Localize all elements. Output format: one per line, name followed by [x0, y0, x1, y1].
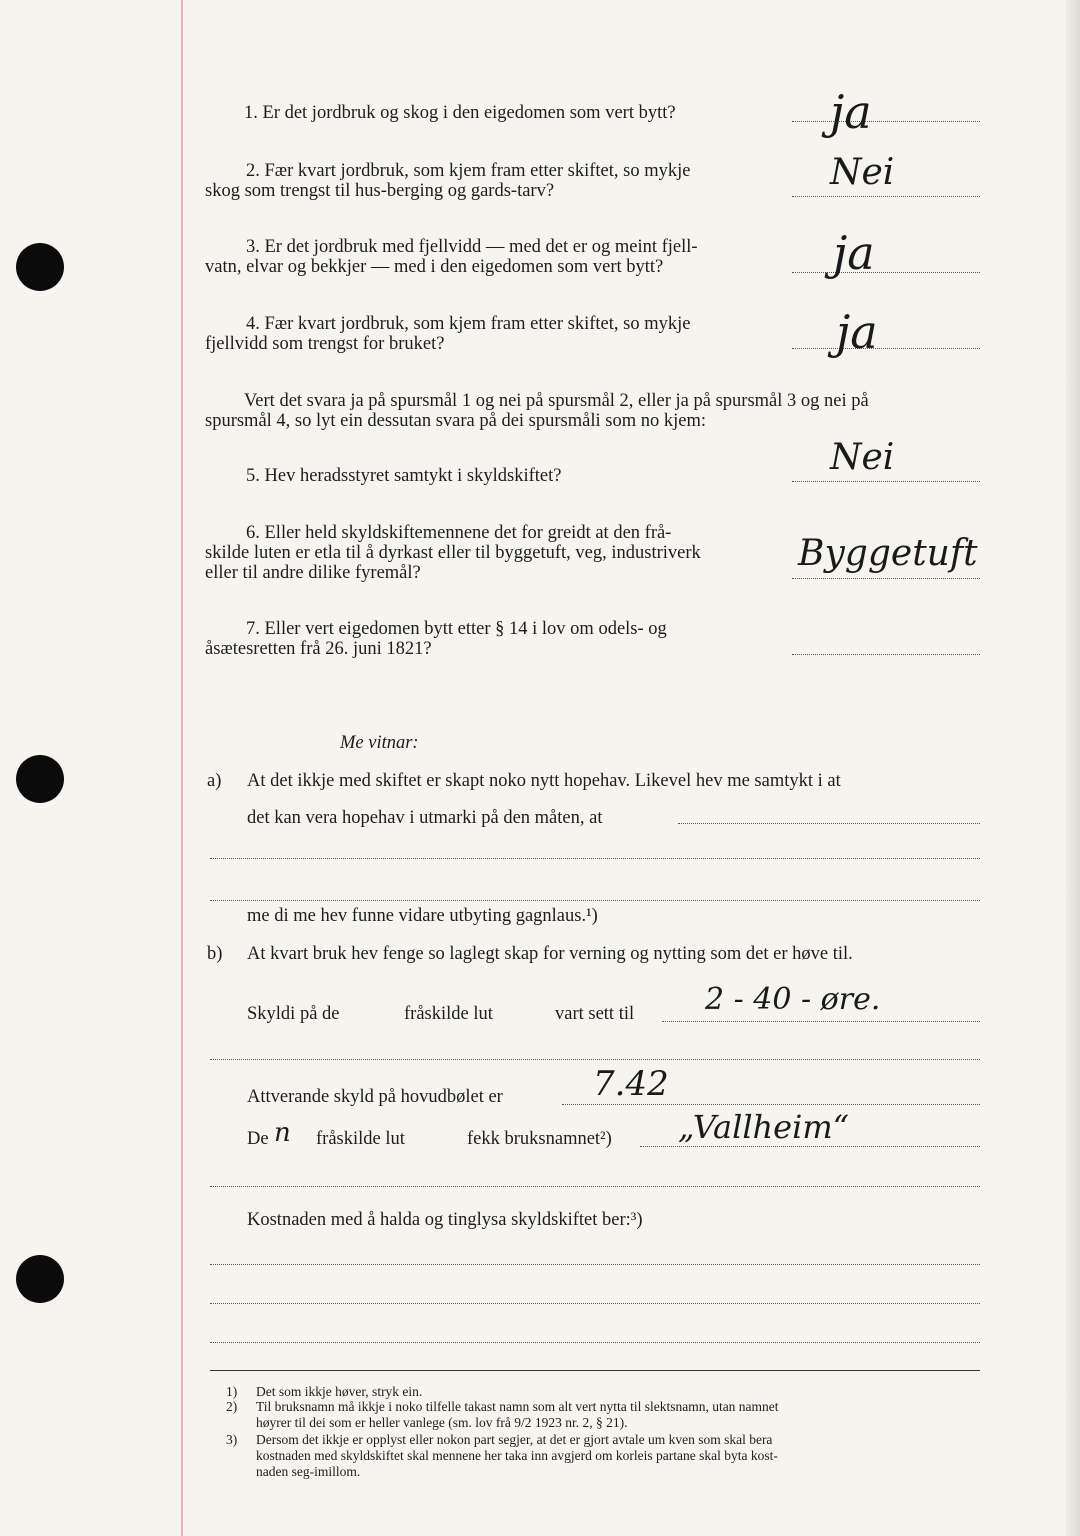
handwritten-bruksnamn: „Vallheim“ — [678, 1108, 850, 1146]
attverande-label: Attverande skyld på hovudbølet er — [247, 1087, 503, 1107]
footnote-3-mark: 3) — [226, 1432, 238, 1447]
handwritten-skyld: 2 - 40 - øre. — [705, 982, 881, 1017]
handwritten-answer-5: Nei — [830, 437, 895, 478]
fill-line — [210, 1303, 980, 1304]
section-heading: Me vitnar: — [340, 733, 419, 753]
question-6-line2: skilde luten er etla til å dyrkast eller til byggetuft, veg, industriverk — [205, 543, 701, 563]
footnote-1-mark: 1) — [226, 1384, 238, 1399]
footnote-1: Det som ikkje høver, stryk ein. — [256, 1384, 423, 1399]
answer-line — [792, 578, 980, 579]
fill-line — [210, 1342, 980, 1343]
de-label-2: fråskilde lut — [316, 1129, 405, 1149]
item-a-label: a) — [207, 771, 222, 791]
fill-line — [562, 1104, 980, 1105]
item-b-label: b) — [207, 944, 223, 964]
margin-line — [181, 0, 183, 1536]
page-edge — [1066, 0, 1080, 1536]
handwritten-answer-1: ja — [830, 85, 872, 139]
question-3-line2: vatn, elvar og bekkjer — med i den eigedomen som vert bytt? — [205, 257, 664, 277]
footnote-rule — [210, 1370, 980, 1371]
question-7-line1: 7. Eller vert eigedomen bytt etter § 14 i lov om odels- og — [246, 619, 667, 639]
footnote-3-line2: kostnaden med skyldskiftet skal mennene her taka inn avgjerd om korleis partane skal byta kost- — [256, 1448, 778, 1463]
fill-line — [640, 1146, 980, 1147]
question-2-line2: skog som trengst til hus-berging og gards-tarv? — [205, 181, 555, 201]
fill-line — [662, 1021, 980, 1022]
fill-line — [210, 1264, 980, 1265]
instruction-line1: Vert det svara ja på spursmål 1 og nei på spursmål 2, eller ja på spursmål 3 og nei på — [244, 391, 869, 411]
handwritten-answer-3: ja — [833, 226, 875, 280]
answer-line — [792, 481, 980, 482]
skyldi-label-2: fråskilde lut — [404, 1004, 493, 1024]
fill-line — [210, 858, 980, 859]
item-a-line2: det kan vera hopehav i utmarki på den måten, at — [247, 808, 603, 828]
answer-line — [792, 196, 980, 197]
question-3-line1: 3. Er det jordbruk med fjellvidd — med det er og meint fjell- — [246, 237, 698, 257]
footnote-3-line3: naden seg-imillom. — [256, 1464, 361, 1479]
question-5: 5. Hev heradsstyret samtykt i skyldskiftet? — [246, 466, 562, 486]
fill-line — [210, 1059, 980, 1060]
skyldi-label-3: vart sett til — [555, 1004, 635, 1024]
answer-line — [792, 654, 980, 655]
answer-line — [792, 272, 980, 273]
handwritten-answer-2: Nei — [830, 152, 895, 193]
handwritten-de-suffix: n — [274, 1118, 291, 1148]
kostnad-label: Kostnaden med å halda og tinglysa skyldskiftet ber:³) — [247, 1210, 643, 1230]
handwritten-answer-4: ja — [836, 305, 878, 359]
footnote-2-line2: høyrer til dei som er heller vanlege (sm. lov frå 9/2 1923 nr. 2, § 21). — [256, 1415, 628, 1430]
handwritten-answer-6: Byggetuft — [798, 533, 978, 574]
fill-line — [210, 900, 980, 901]
question-1: 1. Er det jordbruk og skog i den eigedomen som vert bytt? — [244, 103, 676, 123]
footnote-3-line1: Dersom det ikkje er opplyst eller nokon part segjer, at det er gjort avtale um kven som skal bera — [256, 1432, 773, 1447]
footnote-2-line1: Til bruksnamn må ikkje i noko tilfelle takast namn som alt vert nytta til slektsnamn, utan namnet — [256, 1399, 779, 1414]
footnote-2-mark: 2) — [226, 1399, 238, 1414]
punch-hole — [16, 755, 64, 803]
de-label-3: fekk bruksnamnet²) — [467, 1129, 612, 1149]
punch-hole — [16, 1255, 64, 1303]
handwritten-attverande: 7.42 — [593, 1064, 669, 1104]
question-6-line3: eller til andre dilike fyremål? — [205, 563, 421, 583]
question-4-line2: fjellvidd som trengst for bruket? — [205, 334, 445, 354]
item-b-line1: At kvart bruk hev fenge so laglegt skap for verning og nytting som det er høve til. — [247, 944, 853, 964]
question-7-line2: åsætesretten frå 26. juni 1821? — [205, 639, 432, 659]
de-label: De — [247, 1129, 269, 1149]
answer-line — [792, 348, 980, 349]
punch-hole — [16, 243, 64, 291]
answer-line — [792, 121, 980, 122]
fill-line — [210, 1186, 980, 1187]
question-6-line1: 6. Eller held skyldskiftemennene det for greidt at den frå- — [246, 523, 672, 543]
item-a-line1: At det ikkje med skiftet er skapt noko nytt hopehav. Likevel hev me samtykt i at — [247, 771, 841, 791]
item-a-line3: me di me hev funne vidare utbyting gagnlaus.¹) — [247, 906, 598, 926]
question-2-line1: 2. Fær kvart jordbruk, som kjem fram etter skiftet, so mykje — [246, 161, 691, 181]
instruction-line2: spursmål 4, so lyt ein dessutan svara på dei spursmåli som no kjem: — [205, 411, 706, 431]
skyldi-label-1: Skyldi på de — [247, 1004, 340, 1024]
fill-line — [678, 823, 980, 824]
question-4-line1: 4. Fær kvart jordbruk, som kjem fram etter skiftet, so mykje — [246, 314, 691, 334]
